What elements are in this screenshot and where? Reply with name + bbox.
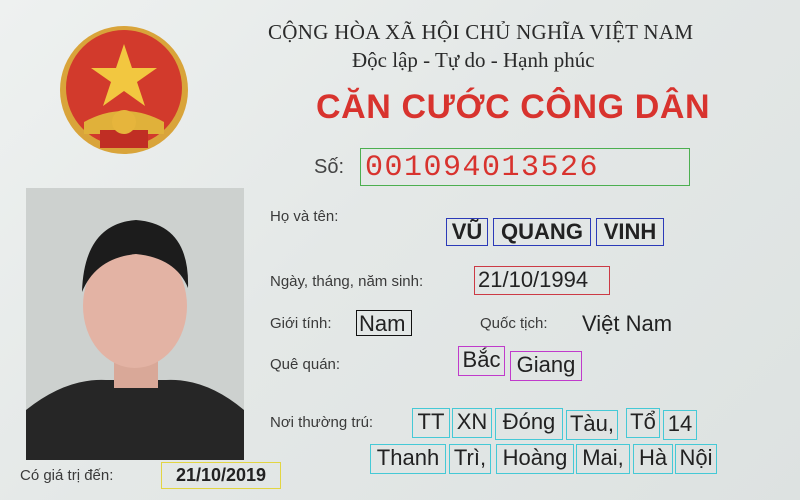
residence-line1-word-3: Đóng (495, 408, 563, 440)
card-title: CĂN CƯỚC CÔNG DÂN (316, 88, 711, 126)
residence-line2-word-1: Thanh (370, 444, 446, 474)
nationality-value: Việt Nam (582, 311, 673, 336)
hometown-label: Quê quán: (270, 356, 341, 373)
residence-line1-word-1: TT (412, 408, 450, 438)
full-name-word-3: VINH (596, 218, 664, 246)
sex-label: Giới tính: (270, 315, 332, 332)
residence-line2-word-6: Nội (675, 444, 717, 474)
residence-line2-word-5: Hà (633, 444, 673, 474)
hometown-word-1: Bắc (458, 346, 505, 376)
residence-line1-word-4: Tàu, (566, 410, 618, 440)
country-header: CỘNG HÒA XÃ HỘI CHỦ NGHĨA VIỆT NAM (268, 20, 694, 44)
full-name-word-2: QUANG (493, 218, 591, 246)
dob-value: 21/10/1994 (474, 266, 610, 295)
portrait-photo (26, 188, 244, 460)
residence-line2-word-4: Mai, (576, 444, 630, 474)
residence-line2-word-2: Trì, (449, 444, 491, 474)
motto: Độc lập - Tự do - Hạnh phúc (352, 48, 595, 72)
residence-label: Nơi thường trú: (270, 414, 374, 431)
hometown-word-2: Giang (510, 351, 582, 381)
dob-label: Ngày, tháng, năm sinh: (270, 273, 424, 290)
full-name-word-1: VŨ (446, 218, 488, 246)
expiry-value: 21/10/2019 (161, 462, 281, 489)
id-number-label: Số: (314, 156, 345, 178)
nationality-label: Quốc tịch: (480, 315, 548, 332)
residence-line1-word-6: 14 (663, 410, 697, 440)
residence-line1-word-5: Tổ (626, 408, 660, 438)
national-emblem-icon (54, 22, 194, 162)
residence-line2-word-3: Hoàng (496, 444, 574, 474)
residence-line1-word-2: XN (452, 408, 492, 438)
id-number-value: 001094013526 (360, 148, 690, 186)
expiry-label: Có giá trị đến: (20, 467, 114, 484)
full-name-label: Họ và tên: (270, 208, 339, 225)
sex-value: Nam (356, 310, 412, 336)
